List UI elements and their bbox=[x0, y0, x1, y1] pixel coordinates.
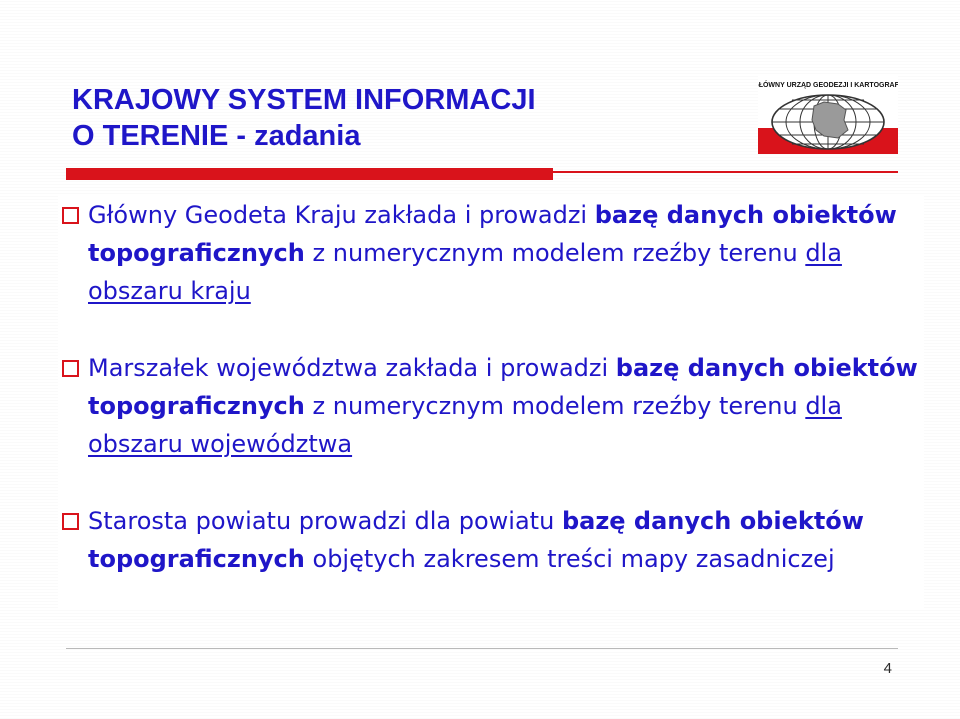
bullet-text bbox=[88, 502, 924, 578]
content-panel bbox=[58, 196, 924, 610]
hollow-square-bullet-icon bbox=[62, 207, 79, 224]
hollow-square-bullet-icon bbox=[62, 360, 79, 377]
bullet-item-2 bbox=[58, 349, 924, 463]
title-underline-bar bbox=[66, 168, 553, 180]
gugik-globe-logo bbox=[758, 76, 898, 154]
bullet-text-plain: Marszałek województwa zakłada i prowadzi bbox=[88, 354, 616, 382]
footer-divider bbox=[66, 648, 898, 649]
hollow-square-bullet-icon bbox=[62, 513, 79, 530]
bullet-item-3 bbox=[58, 502, 924, 578]
bullet-text bbox=[88, 349, 924, 463]
bullet-text-bold: bazę danych obiektów topograficznych bbox=[88, 201, 897, 267]
bullet-text-underlined: dla obszaru kraju bbox=[88, 239, 842, 305]
title-line-2: O TERENIE - zadania bbox=[72, 120, 361, 152]
bullet-text bbox=[88, 196, 924, 310]
bullet-text-plain: Główny Geodeta Kraju zakłada i prowadzi bbox=[88, 201, 595, 229]
bullet-text-underlined: dla obszaru województwa bbox=[88, 392, 842, 458]
bullet-text-bold: bazę danych obiektów topograficznych bbox=[88, 354, 918, 420]
bullet-text-plain: z numerycznym modelem rzeźby terenu bbox=[304, 239, 806, 267]
title-line-1: KRAJOWY SYSTEM INFORMACJI bbox=[72, 84, 536, 116]
title-underline-thin bbox=[553, 171, 898, 173]
bullet-text-plain: objętych zakresem treści mapy zasadniczej bbox=[304, 545, 835, 573]
bullet-text-plain: Starosta powiatu prowadzi dla powiatu bbox=[88, 507, 562, 535]
logo-text: GŁÓWNY URZĄD GEODEZJI I KARTOGRAFII bbox=[758, 82, 898, 89]
bullet-item-1 bbox=[58, 196, 924, 310]
slide-title bbox=[72, 82, 692, 154]
bullet-text-plain: z numerycznym modelem rzeźby terenu bbox=[304, 392, 806, 420]
page-number: 4 bbox=[883, 660, 892, 677]
gugik-logo bbox=[758, 76, 898, 154]
bullet-text-bold: bazę danych obiektów topograficznych bbox=[88, 507, 864, 573]
